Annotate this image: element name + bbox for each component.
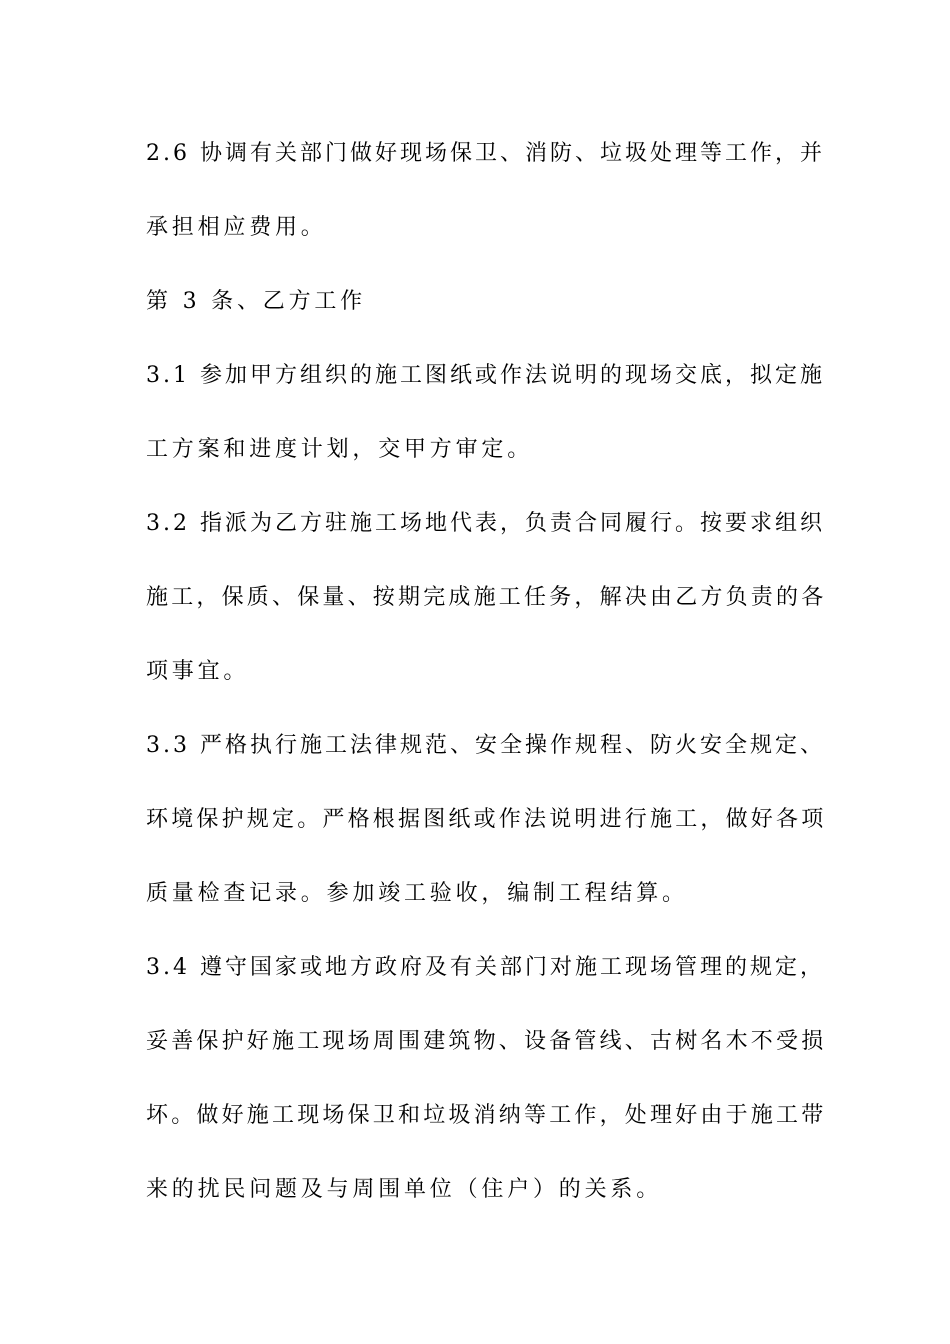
clause-2-6-line-2: 承担相应费用。 <box>146 215 327 240</box>
clause-3-4-line-1: 3.4 遵守国家或地方政府及有关部门对施工现场管理的规定， <box>146 955 825 980</box>
clause-3-2-line-3: 项事宜。 <box>146 659 250 684</box>
clause-3-4-line-2: 妥善保护好施工现场周围建筑物、设备管线、古树名木不受损 <box>146 1029 827 1054</box>
clause-3-2-line-1: 3.2 指派为乙方驻施工场地代表，负责合同履行。按要求组织 <box>146 511 825 536</box>
clause-3-2-line-2: 施工，保质、保量、按期完成施工任务，解决由乙方负责的各 <box>146 585 827 610</box>
section-heading-article-3: 第 3 条、乙方工作 <box>146 289 366 314</box>
clause-3-1-line-1: 3.1 参加甲方组织的施工图纸或作法说明的现场交底，拟定施 <box>146 363 825 388</box>
clause-3-3-line-1: 3.3 严格执行施工法律规范、安全操作规程、防火安全规定、 <box>146 733 825 758</box>
clause-3-3-line-3: 质量检查记录。参加竣工验收，编制工程结算。 <box>146 881 688 906</box>
clause-3-4-line-4: 来的扰民问题及与周围单位（住户）的关系。 <box>146 1177 663 1202</box>
clause-3-4-line-3: 坏。做好施工现场保卫和垃圾消纳等工作，处理好由于施工带 <box>146 1103 827 1128</box>
clause-2-6-line-1: 2.6 协调有关部门做好现场保卫、消防、垃圾处理等工作，并 <box>146 141 825 166</box>
clause-3-3-line-2: 环境保护规定。严格根据图纸或作法说明进行施工，做好各项 <box>146 807 827 832</box>
clause-3-1-line-2: 工方案和进度计划，交甲方审定。 <box>146 437 534 462</box>
